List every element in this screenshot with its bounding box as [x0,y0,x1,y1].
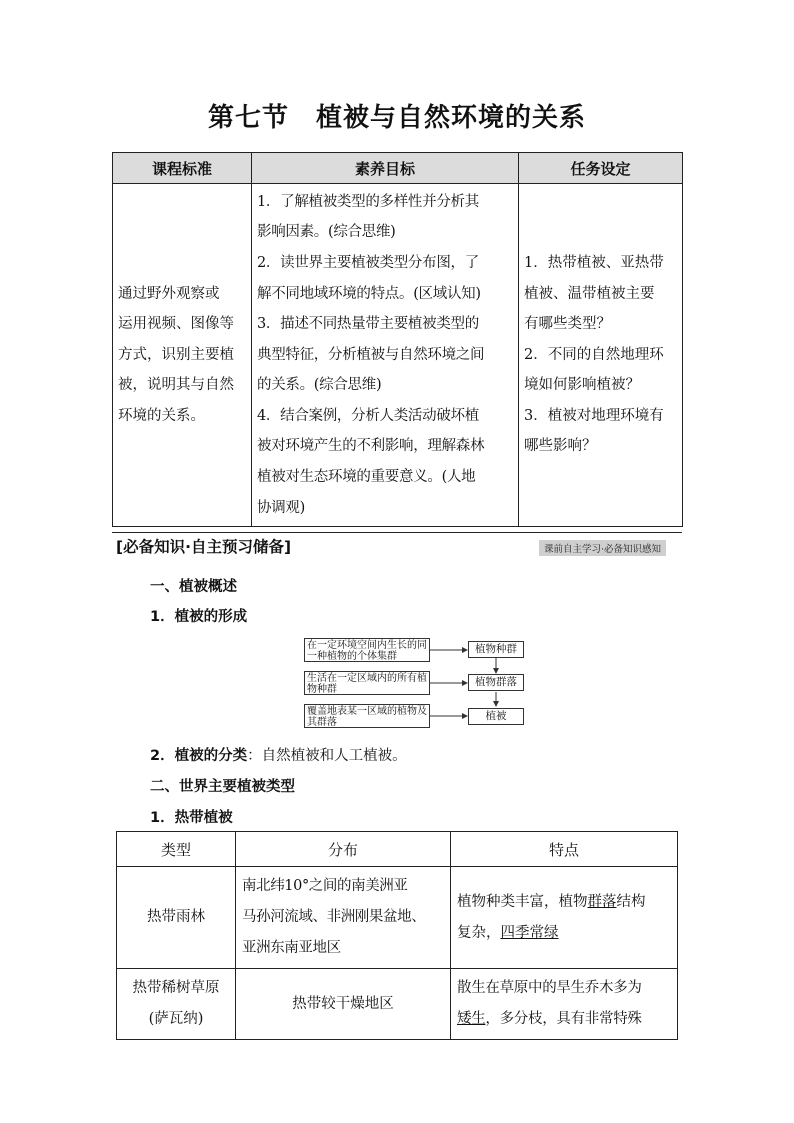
distribution-line: 马孙河流域、非洲刚果盆地、 [242,909,426,925]
task-line: 植被、温带植被主要 [524,285,655,302]
task-line: 有哪些类型？ [524,316,611,333]
goal-line: 影响因素。(综合思维) [257,224,396,241]
definition-box: 生活在一定区域内的所有植物种群 [304,671,430,695]
heading-overview: 一、植被概述 [150,579,237,595]
task-line: 境如何影响植被？ [524,377,640,394]
goal-line: 的关系。(综合思维) [257,377,382,394]
heading-vegetation-types: 二、世界主要植被类型 [150,779,295,795]
header-goals: 素养目标 [252,153,519,184]
feature-highlight: 四季常绿 [500,924,559,941]
feature-highlight: 矮生 [457,1011,486,1027]
term-box: 植被 [468,708,524,725]
header-features: 特点 [451,832,678,867]
classification-line [150,744,407,765]
standard-line: 环境的关系。 [118,407,205,424]
section-tag: 课前自主学习·必备知识感知 [539,540,666,556]
standard-line: 被，说明其与自然 [118,377,234,394]
header-type: 类型 [117,832,236,867]
goal-line: 被对环境产生的不利影响，理解森林 [257,438,485,455]
section-header [112,532,682,559]
term-box: 植物群落 [468,674,524,691]
goal-line: 植被对生态环境的重要意义。(人地 [257,469,476,486]
feature-highlight: 群落 [587,893,617,910]
goal-line: 3．描述不同热量带主要植被类型的 [257,316,479,333]
formation-diagram [304,637,526,727]
task-line: 1．热带植被、亚热带 [524,254,664,271]
classification-text: ：自然植被和人工植被。 [247,748,407,764]
header-standard: 课程标准 [113,153,252,184]
distribution-cell: 热带较干燥地区 [236,969,451,1040]
standard-line: 通过野外观察或 [118,285,220,302]
feature-text: ，多分枝，具有非常特殊 [485,1011,642,1027]
goal-line: 典型特征，分析植被与自然环境之间 [257,346,485,363]
page-title: 第七节 植被与自然环境的关系 [207,103,586,133]
standard-line: 运用视频、图像等 [118,316,234,333]
task-line: 2．不同的自然地理环 [524,346,664,363]
distribution-cell [236,867,451,969]
feature-text: 复杂， [457,924,501,941]
features-cell [451,867,678,969]
feature-text: 散生在草原中的旱生乔木多为 [457,980,642,996]
subheading-tropical: 1．热带植被 [150,810,233,826]
definition-box: 覆盖地表某一区域的植物及其群落 [304,704,430,728]
section-label: [必备知识·自主预习储备] [116,538,292,556]
header-tasks: 任务设定 [519,153,683,184]
task-line: 哪些影响？ [524,438,597,455]
goal-line: 1．了解植被类型的多样性并分析其 [257,193,479,210]
type-line: (萨瓦纳) [148,1011,204,1027]
subheading-formation: 1．植被的形成 [150,609,248,625]
goal-line: 4．结合案例，分析人类活动破坏植 [257,407,479,424]
definition-box: 在一定环境空间内生长的同一种植物的个体集群 [304,638,430,662]
standard-cell [113,184,252,527]
goal-line: 2．读世界主要植被类型分布图，了 [257,254,479,271]
classification-label: 2．植被的分类 [150,748,248,764]
type-cell [117,969,236,1040]
tasks-cell [519,184,683,527]
goals-cell [252,184,519,527]
standard-line: 方式，识别主要植 [118,346,234,363]
distribution-line: 亚洲东南亚地区 [242,940,341,956]
features-cell [451,969,678,1040]
feature-text: 植物种类丰富，植物 [457,893,588,910]
distribution-line: 南北纬10°之间的南美洲亚 [242,878,408,894]
type-line: 热带稀树草原 [132,980,220,996]
task-line: 3．植被对地理环境有 [524,407,664,424]
goal-line: 解不同地域环境的特点。(区域认知) [257,285,481,302]
type-cell: 热带雨林 [117,867,236,969]
tropical-vegetation-table [116,831,678,1040]
term-box: 植物种群 [468,641,524,658]
goal-line: 协调观) [257,499,305,516]
header-distribution: 分布 [236,832,451,867]
curriculum-table [112,152,683,527]
feature-text: 结构 [616,893,646,910]
